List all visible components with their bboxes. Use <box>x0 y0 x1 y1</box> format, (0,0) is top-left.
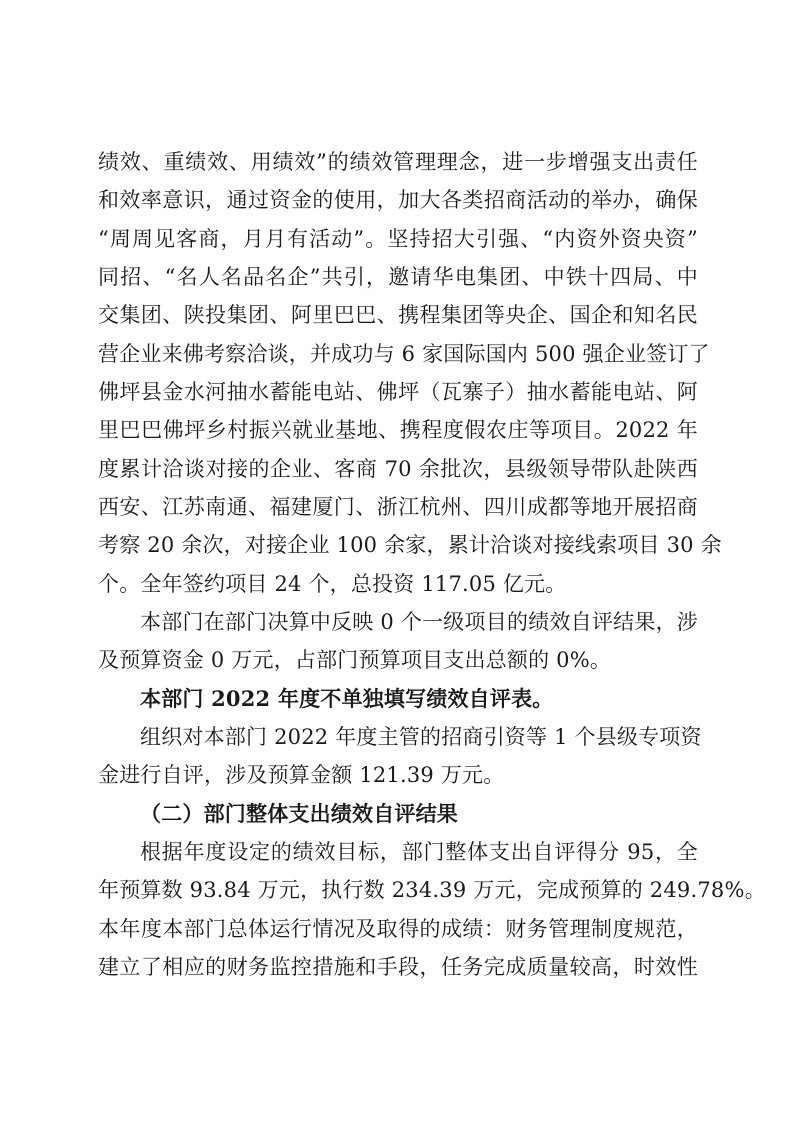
body-text-line: 营企业来佛考察洽谈，并成功与 6 家国际国内 500 强企业签订了 <box>98 342 710 366</box>
body-text-line: 里巴巴佛坪乡村振兴就业基地、携程度假农庄等项目。2022 年 <box>98 418 698 442</box>
body-text-line: 本部门在部门决算中反映 0 个一级项目的绩效自评结果，涉 <box>140 610 698 634</box>
body-text-line: 佛坪县金水河抽水蓄能电站、佛坪（瓦寨子）抽水蓄能电站、阿 <box>98 380 698 404</box>
body-text-line: 金进行自评，涉及预算金额 121.39 万元。 <box>98 763 505 787</box>
body-text-line: 西安、江苏南通、福建厦门、浙江杭州、四川成都等地开展招商 <box>98 495 698 519</box>
body-text-line: “周周见客商，月月有活动”。坚持招大引强、“内资外资央资” <box>98 227 698 251</box>
body-text-line: 建立了相应的财务监控措施和手段，任务完成质量较高，时效性 <box>98 955 698 979</box>
body-text-line: 年预算数 93.84 万元，执行数 234.39 万元，完成预算的 249.78%。 <box>98 878 766 902</box>
body-text-line: 同招、“名人名品名企”共引，邀请华电集团、中铁十四局、中 <box>98 265 698 289</box>
body-text-line: 和效率意识，通过资金的使用，加大各类招商活动的举办，确保 <box>98 188 698 212</box>
body-text-line: 及预算资金 0 万元，占部门预算项目支出总额的 0%。 <box>98 648 612 672</box>
body-text-line: 本年度本部门总体运行情况及取得的成绩：财务管理制度规范， <box>98 917 698 941</box>
body-text-line: 绩效、重绩效、用绩效”的绩效管理理念，进一步增强支出责任 <box>98 150 698 174</box>
bold-statement: 本部门 2022 年度不单独填写绩效自评表。 <box>140 686 554 711</box>
body-text-line: 度累计洽谈对接的企业、客商 70 余批次，县级领导带队赴陕西 <box>98 457 698 481</box>
body-text-line: 交集团、陕投集团、阿里巴巴、携程集团等央企、国企和知名民 <box>98 303 698 327</box>
body-text-line: 根据年度设定的绩效目标，部门整体支出自评得分 95，全 <box>140 840 698 864</box>
section-heading: （二）部门整体支出绩效自评结果 <box>140 801 458 826</box>
body-text-line: 考察 20 余次，对接企业 100 余家，累计洽谈对接线索项目 30 余 <box>98 533 722 557</box>
body-text-line: 个。全年签约项目 24 个，总投资 117.05 亿元。 <box>98 572 567 596</box>
body-text-line: 组织对本部门 2022 年度主管的招商引资等 1 个县级专项资 <box>140 725 702 749</box>
